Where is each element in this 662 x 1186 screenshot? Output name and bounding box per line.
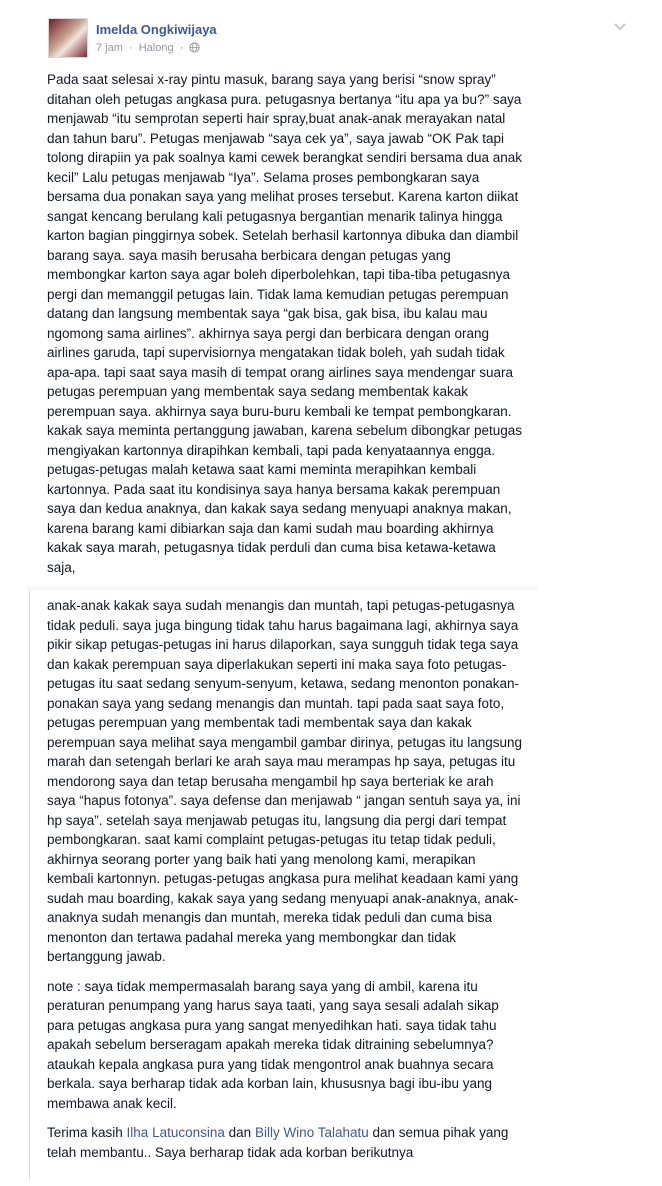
thanks-suffix: dan semua pihak yang telah membantu.. Saya berharap tidak ada korban berikutnya (47, 1125, 509, 1160)
thanks-connector: dan (228, 1125, 252, 1140)
post-body-part-2 (47, 596, 523, 1172)
meta-separator-2: · (179, 42, 184, 54)
chevron-down-icon[interactable] (612, 20, 628, 34)
post-note-paragraph: note : saya tidak mempermasalah barang saya yang di ambil, karena itu peraturan penumpang yang harus saya taati, yang saya sesali adalah sikap para petugas angkasa pura yang sangat menyedihkan hati. saya tidak tahu apakah sebelum berseragam apakah mereka tidak ditraining sebelumnya? ataukah kepala angkasa pura yang tidak mengontrol anak buahnya secara berkala. saya berharap tidak ada korban lain, khususnya bagi ibu-ibu yang membawa anak kecil. (47, 978, 499, 1111)
globe-icon[interactable] (189, 42, 200, 56)
post-text-paragraph-2: anak-anak kakak saya sudah menangis dan muntah, tapi petugas-petugasnya tidak peduli. saya juga bingung tidak tahu harus bagaimana lagi, akhirnya saya pikir sikap petugas-petugas ini harus dilaporkan, saya sungguh tidak tega saya dan kakak perempuan saya diperlakukan seperti ini maka saya foto petugas-petugas itu saat sedang senyum-senyum, ketawa, sedang menonton ponakan-ponakan saya yang sedang menangis dan muntah. tapi pada saat saya foto, petugas perempuan yang membentak tadi membentak saya dan kakak perempuan saya melihat saya mengambil gambar dirinya, petugas itu langsung marah dan setengah berlari ke arah saya mau merampas hp saya, petugas itu mendorong saya dan tetap berusaha mengambil hp saya berteriak ke arah saya “hapus fotonya”. saya defense dan menjawab “ jangan sentuh saya ya, ini hp saya”. setelah saya menjawab petugas itu, langsung dia pergi dari tempat pembongkaran. saat kami complaint petugas-petugas itu tetap tidak peduli, akhirnya seorang porter yang baik hati yang menolong kami, merapikan kembali kartonnyn. petugas-petugas angkasa pura melihat keadaan kami yang sudah mau boarding, kakak saya yang sedang menyuapi anak-anaknya, anak-anaknya sudah menangis dan muntah, mereka tidak peduli dan cuma bisa menonton dan tertawa padahal mereka yang membongkar dan tidak bertanggung jawab. (47, 598, 523, 964)
meta-separator: · (128, 42, 133, 54)
post-body-part-1 (47, 70, 523, 577)
mention-link-ilha[interactable]: Ilha Latuconsina (126, 1125, 225, 1140)
divider (27, 584, 537, 590)
mention-link-billy[interactable]: Billy Wino Talahatu (254, 1125, 369, 1140)
left-border (29, 590, 30, 1180)
post-meta (96, 42, 200, 56)
author-name-link[interactable]: Imelda Ongkiwijaya (96, 22, 217, 37)
author-avatar[interactable] (48, 18, 88, 58)
post-timestamp[interactable]: 7 jam (96, 42, 123, 54)
post-location[interactable]: Halong (138, 42, 174, 54)
thanks-prefix: Terima kasih (47, 1125, 123, 1140)
post-text-paragraph: Pada saat selesai x-ray pintu masuk, barang saya yang berisi “snow spray” ditahan oleh petugas angkasa pura. petugasnya bertanya “itu apa ya bu?” saya menjawab “itu semprotan seperti hair spray,buat anak-anak merayakan natal dan tahun baru”. Petugas menjawab “saya cek ya”, saya jawab “OK Pak tapi tolong dirapiin ya pak soalnya kami cewek berangkat sendiri bersama dua anak kecil” Lalu petugas menjawab “Iya”. Selama proses pembongkaran saya bersama dua ponakan saya yang melihat proses tersebut. Karena karton diikat sangat kencang berulang kali petugasnya bergantian menarik talinya hingga karton bagian pinggirnya sobek. Setelah berhasil kartonnya dibuka dan diambil barang saya. saya masih berusaha berbicara dengan petugas yang membongkar karton saya agar boleh diperbolehkan, tapi tiba-tiba petugasnya pergi dan memanggil petugas lain. Tidak lama kemudian petugas perempuan datang dan langsung membentak saya “gak bisa, gak bisa, ibu kalau mau ngomong sama airlines”. akhirnya saya pergi dan berbicara dengan orang airlines garuda, tapi supervisiornya mengatakan tidak boleh, yah sudah tidak apa-apa. tapi saat saya masih di tempat orang airlines saya mendengar suara petugas perempuan yang membentak saya sedang membentak kakak perempuan saya. akhirnya saya buru-buru kembali ke tempat pembongkaran. kakak saya meminta pertanggung jawaban, karena sebelum dibongkar petugas mengiyakan kartonnya dirapihkan kembali, tapi pada kenyataannya engga. petugas-petugas malah ketawa saat kami meminta merapihkan kembali kartonnya. Pada saat itu kondisinya saya hanya bersama kakak perempuan saya dan kedua anaknya, dan kakak saya sedang menyuapi anaknya makan, karena barang kami dibiarkan saja dan kami sudah mau boarding akhirnya kakak saya marah, petugasnya tidak perduli dan cuma bisa ketawa-ketawa saja, (47, 72, 523, 575)
post-thanks-paragraph (47, 1123, 523, 1162)
post-header (48, 18, 628, 60)
